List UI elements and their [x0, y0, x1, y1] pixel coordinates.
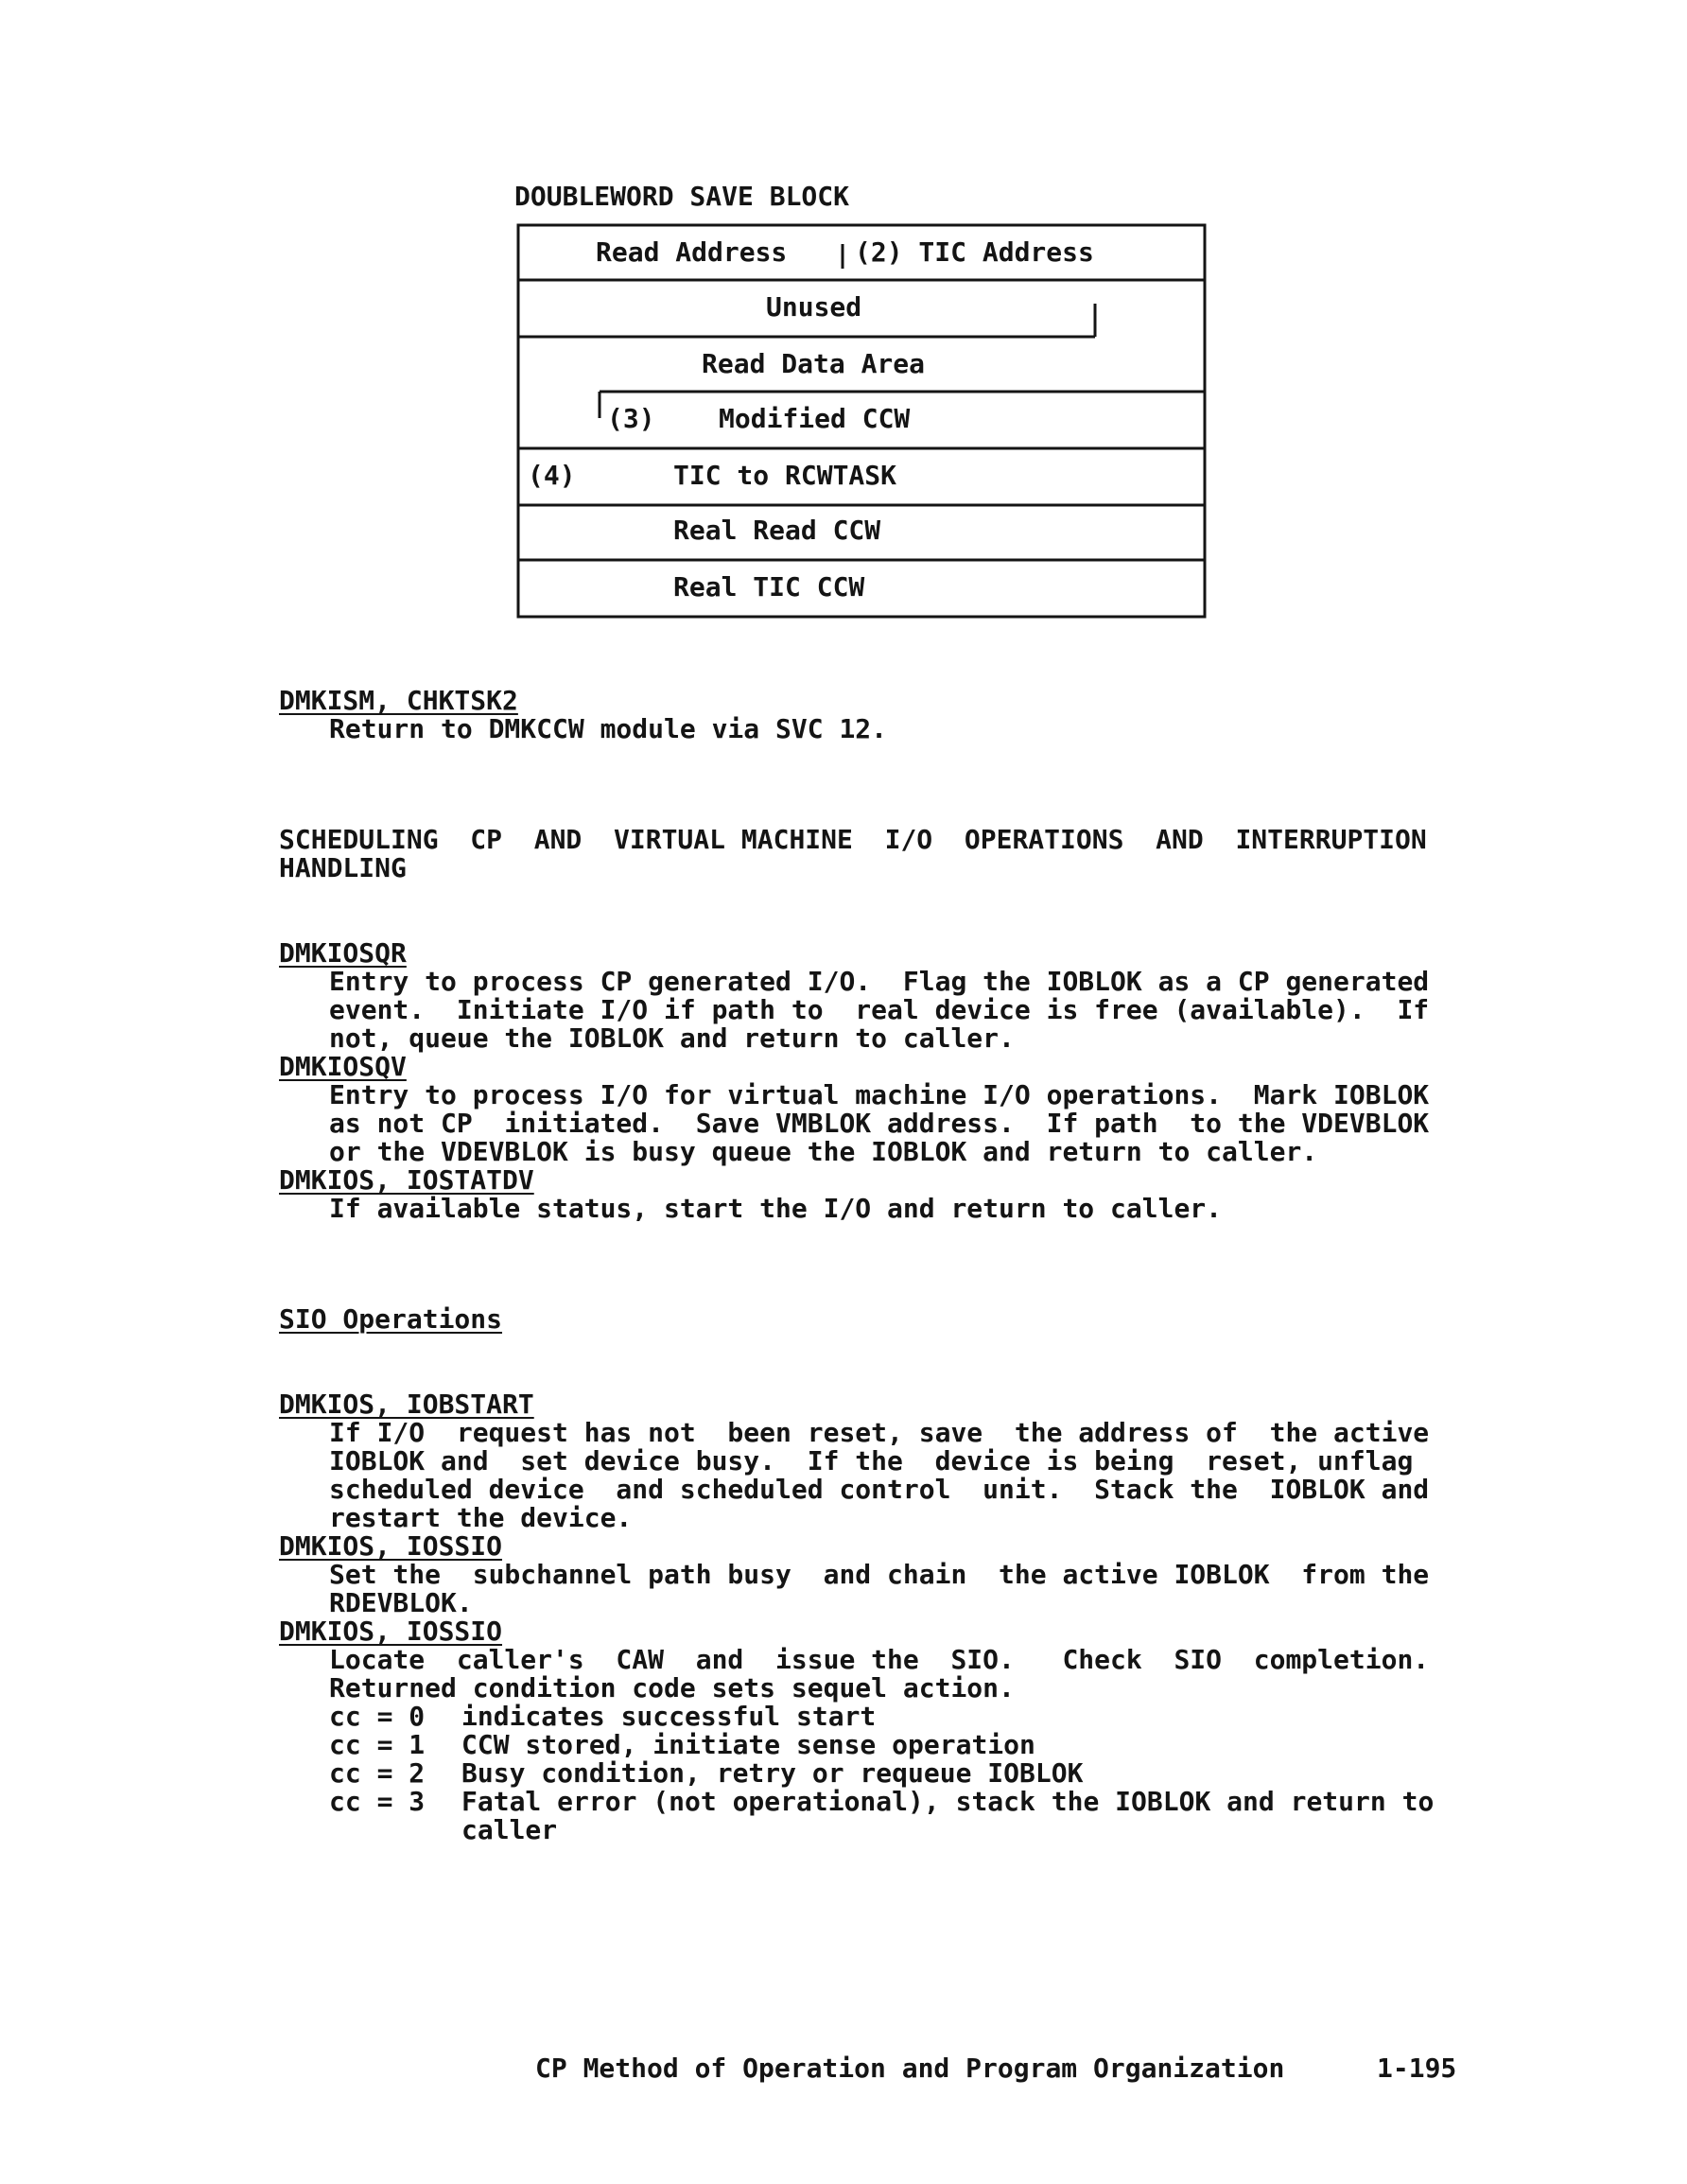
modified-ccw-label: (3) Modified CCW — [607, 403, 911, 434]
entry-text-line: Entry to process CP generated I/O. Flag the IOBLOK as a CP generated — [329, 966, 1430, 997]
section-heading-line: HANDLING — [279, 852, 407, 883]
condition-code-text: Fatal error (not operational), stack the IOBLOK and return to — [461, 1786, 1435, 1817]
condition-code-row — [279, 1731, 1470, 1759]
tic-row-number-label: (4) — [528, 460, 576, 491]
entry-label: DMKISM, CHKTSK2 — [279, 685, 518, 716]
condition-code-row — [279, 1703, 1470, 1731]
entry-text-line: Locate caller's CAW and issue the SIO. Check SIO completion. — [329, 1644, 1430, 1675]
entry-text-line: restart the device. — [329, 1502, 633, 1533]
entry-text-line: If I/O request has not been reset, save the address of the active — [329, 1417, 1430, 1448]
entry-text-line: Returned condition code sets sequel action. — [329, 1672, 1015, 1704]
tic-to-rcwtask-label: TIC to RCWTASK — [673, 460, 897, 491]
entry-text-line: not, queue the IOBLOK and return to caller. — [329, 1022, 1015, 1054]
condition-code-text: indicates successful start — [461, 1701, 877, 1732]
entry-text-line: Set the subchannel path busy and chain the active IOBLOK from the — [329, 1559, 1430, 1590]
condition-code: cc = 1 — [329, 1729, 426, 1760]
page-number: 1-195 — [1377, 2053, 1457, 2084]
entry-label: DMKIOS, IOBSTART — [279, 1389, 534, 1420]
condition-code-text: Busy condition, retry or requeue IOBLOK — [461, 1757, 1084, 1789]
section-heading — [279, 826, 1470, 882]
doubleword-save-block-diagram — [516, 223, 1687, 619]
condition-code-text: CCW stored, initiate sense operation — [461, 1729, 1035, 1760]
read-address-label: Read Address — [596, 236, 788, 268]
entry-text-line: scheduled device and scheduled control unit. Stack the IOBLOK and — [329, 1474, 1430, 1505]
entry-label: DMKIOSQV — [279, 1051, 407, 1082]
entry-text-line: or the VDEVBLOK is busy queue the IOBLOK and return to caller. — [329, 1136, 1318, 1167]
condition-code-row — [279, 1788, 1470, 1816]
condition-code: cc = 3 — [329, 1786, 426, 1817]
real-tic-ccw-label: Real TIC CCW — [673, 571, 865, 603]
chktsk2-entry — [279, 687, 1470, 743]
condition-code: cc = 2 — [329, 1757, 426, 1789]
entry-text-line: IOBLOK and set device busy. If the device is being reset, unflag — [329, 1445, 1414, 1476]
unused-label: Unused — [766, 291, 862, 323]
entry-text-line: as not CP initiated. Save VMBLOK address. If path to the VDEVBLOK — [329, 1108, 1430, 1139]
sio-entries — [279, 1390, 1470, 1844]
entry-text-line: event. Initiate I/O if path to real device is free (available). If — [329, 994, 1430, 1025]
diagram-title: DOUBLEWORD SAVE BLOCK — [514, 181, 850, 212]
entry-text-line: RDEVBLOK. — [329, 1587, 473, 1618]
section-heading-line: SCHEDULING CP AND VIRTUAL MACHINE I/O OPERATIONS AND INTERRUPTION — [279, 824, 1427, 855]
real-read-ccw-label: Real Read CCW — [673, 515, 881, 546]
entry-text-line: Return to DMKCCW module via SVC 12. — [329, 713, 888, 744]
footer-title: CP Method of Operation and Program Organization — [535, 2053, 1285, 2084]
scheduling-entries — [279, 939, 1470, 1223]
entry-label: DMKIOS, IOSTATDV — [279, 1164, 534, 1196]
entry-label: DMKIOSQR — [279, 937, 407, 969]
read-data-area-label: Read Data Area — [702, 348, 926, 379]
subsection-heading: SIO Operations — [279, 1303, 503, 1335]
condition-code-continuation: caller — [461, 1814, 558, 1845]
entry-text-line: If available status, start the I/O and return to caller. — [329, 1193, 1223, 1224]
entry-text-line: Entry to process I/O for virtual machine I/O operations. Mark IOBLOK — [329, 1079, 1430, 1110]
entry-label: DMKIOS, IOSSIO — [279, 1616, 503, 1647]
tic-address-label: (2) TIC Address — [855, 236, 1094, 268]
condition-code: cc = 0 — [329, 1701, 426, 1732]
condition-code-row — [279, 1759, 1470, 1788]
sio-operations-heading — [279, 1305, 1470, 1334]
entry-label: DMKIOS, IOSSIO — [279, 1530, 503, 1562]
